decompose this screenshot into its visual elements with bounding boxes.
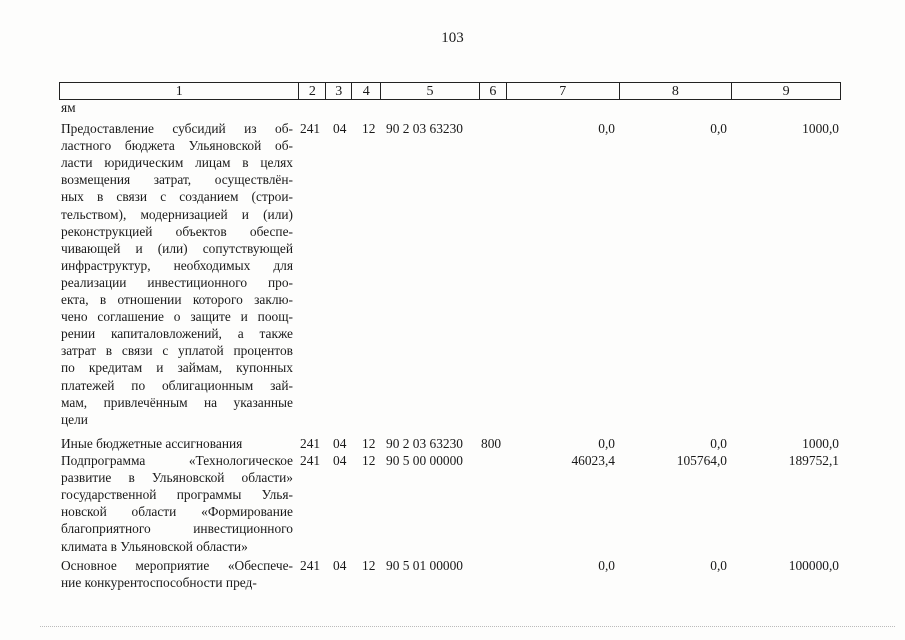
row-col-4: 12 (362, 436, 376, 451)
row-description-line: затрат в связи с уплатой процентов (61, 343, 293, 359)
carryover-text: ям (61, 100, 76, 115)
row-description-line: платежей по облигационным зай- (61, 377, 293, 393)
header-col-2: 2 (299, 83, 326, 99)
row-col-9: 100000,0 (788, 558, 839, 573)
row-description-line: благоприятного инвестиционного (61, 521, 293, 537)
row-description-line: по кредитам и займам, купонных (61, 360, 293, 376)
row-col-4: 12 (362, 121, 376, 136)
header-col-5: 5 (381, 83, 480, 99)
row-col-2: 241 (300, 436, 321, 451)
row-description-line: ластного бюджета Ульяновской об- (61, 138, 293, 154)
row-description-line: реконструкцией объектов обеспе- (61, 223, 293, 239)
row-description-line: инфраструктур, необходимых для (61, 257, 293, 273)
row-description-line: государственной программы Улья- (61, 487, 293, 503)
row-col-4: 12 (362, 453, 376, 468)
row-description-line: реализации инвестиционного про- (61, 274, 293, 290)
row-description-line: ние конкурентоспособности пред- (61, 575, 257, 591)
page-edge-dots (40, 626, 895, 628)
row-description-line: рении капиталовложений, а также (61, 326, 293, 342)
row-description-line: чивающей и (или) сопутствующей (61, 240, 293, 256)
row-col-8: 105764,0 (676, 453, 727, 468)
row-description-line: чено соглашение о защите и поощ- (61, 309, 293, 325)
row-col-3: 04 (333, 436, 347, 451)
row-description-line: развитие в Ульяновской области» (61, 470, 293, 486)
table-header (59, 82, 841, 100)
row-col-9: 1000,0 (802, 436, 839, 451)
row-col-3: 04 (333, 453, 347, 468)
row-col-3: 04 (333, 121, 347, 136)
row-description-line: Подпрограмма «Технологическое (61, 453, 293, 468)
row-col-7: 0,0 (598, 558, 615, 573)
row-col-8: 0,0 (710, 436, 727, 451)
header-col-7: 7 (507, 83, 620, 99)
header-col-3: 3 (326, 83, 352, 99)
row-description-line: екта, в отношении которого заклю- (61, 292, 293, 307)
row-col-4: 12 (362, 558, 376, 573)
row-description-line: мам, привлечённым на указанные (61, 394, 293, 410)
row-description-line: Основное мероприятие «Обеспече- (61, 558, 293, 573)
row-col-8: 0,0 (710, 121, 727, 136)
row-col-6: 800 (481, 436, 502, 451)
row-col-5: 90 5 00 00000 (386, 453, 463, 468)
row-description-line: цели (61, 411, 88, 427)
row-description-line: климата в Ульяновской области» (61, 538, 248, 554)
row-description-line: ных в связи с созданием (строи- (61, 189, 293, 205)
row-col-9: 189752,1 (788, 453, 839, 468)
row-col-2: 241 (300, 453, 321, 468)
row-col-3: 04 (333, 558, 347, 573)
row-col-5: 90 2 03 63230 (386, 436, 463, 451)
row-col-2: 241 (300, 121, 321, 136)
header-col-6: 6 (480, 83, 507, 99)
header-col-4: 4 (352, 83, 381, 99)
row-description-line: ласти юридическим лицам в целях (61, 155, 293, 171)
row-description-line: тельством), модернизацией и (или) (61, 206, 293, 222)
row-col-5: 90 5 01 00000 (386, 558, 463, 573)
header-col-8: 8 (620, 83, 733, 99)
row-description-line: возмещения затрат, осуществлён- (61, 172, 293, 188)
page-number: 103 (441, 30, 464, 46)
header-col-9: 9 (782, 84, 790, 99)
row-col-5: 90 2 03 63230 (386, 121, 463, 136)
row-description-line: Иные бюджетные ассигнования (61, 436, 243, 451)
row-col-9: 1000,0 (802, 121, 839, 136)
row-col-7: 0,0 (598, 121, 615, 136)
row-col-8: 0,0 (710, 558, 727, 573)
header-col-1: 1 (60, 83, 299, 99)
row-col-7: 0,0 (598, 436, 615, 451)
row-description-line: новской области «Формирование (61, 504, 293, 520)
row-col-7: 46023,4 (571, 453, 615, 468)
row-description-line: Предоставление субсидий из об- (61, 121, 293, 136)
row-col-2: 241 (300, 558, 321, 573)
